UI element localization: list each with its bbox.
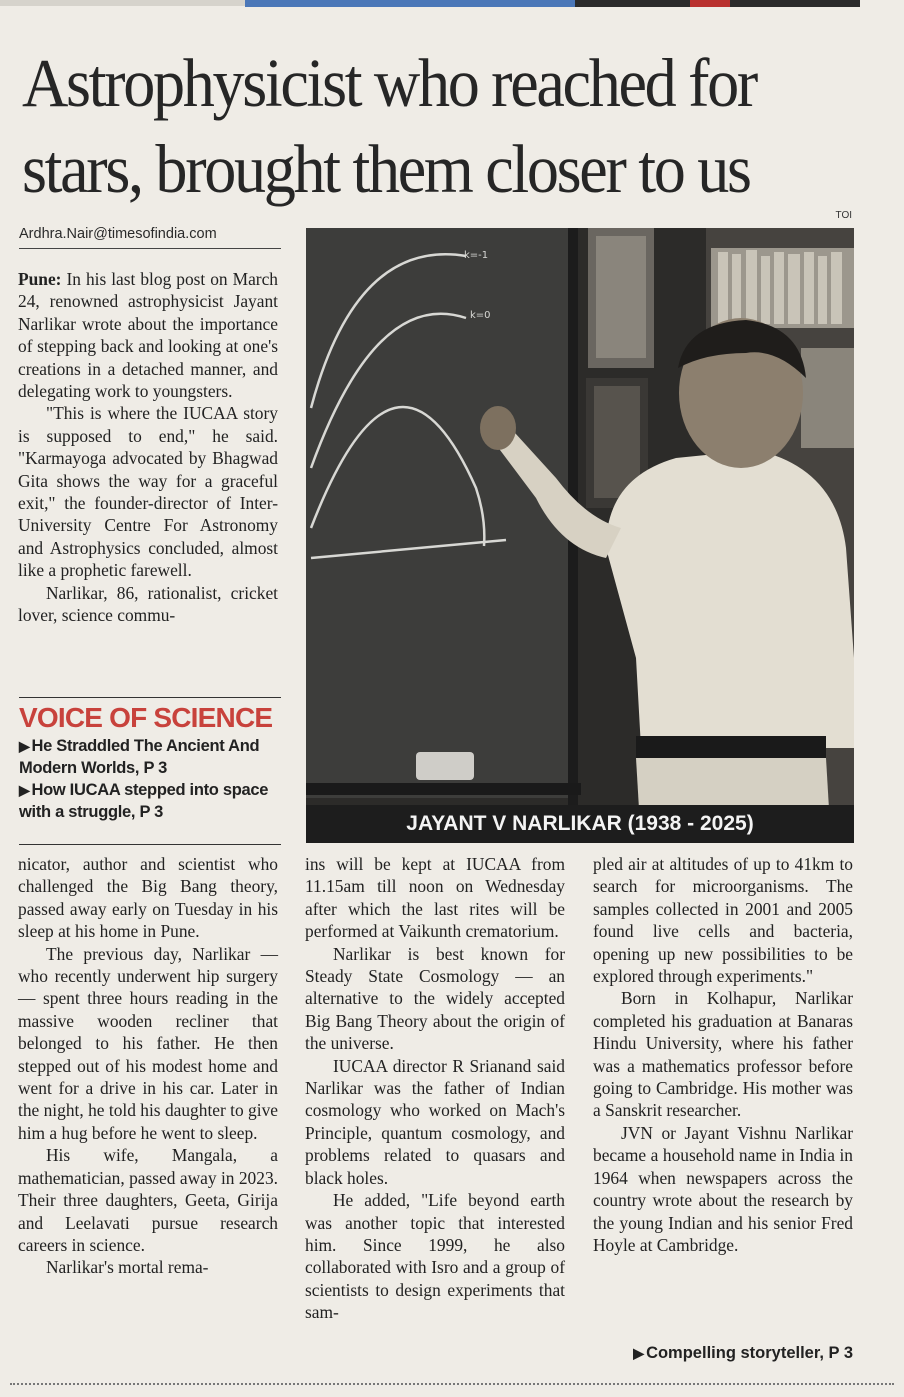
paragraph: Narlikar is best known for Steady State Cosmology — an alternative to the widely accepted Big Bang Theory about the origin of the universe. xyxy=(305,943,565,1054)
paragraph: Pune: In his last blog post on March 24, renowned astrophysicist Jayant Narlikar wrote about the importance of stepping back and looking at one's creations in a detached manner, and delegating work to youngsters. xyxy=(18,269,278,402)
article-column-3 xyxy=(593,853,853,1256)
triangle-right-icon: ▶ xyxy=(19,782,30,798)
paragraph: His wife, Mangala, a mathematician, passed away in 2023. Their three daughters, Geeta, Girija and Leelavati pursue research careers in science. xyxy=(18,1145,278,1255)
voice-of-science-box xyxy=(19,701,281,823)
narlikar-photo xyxy=(306,228,854,843)
continuation-link[interactable]: ▶ Compelling storyteller, P 3 xyxy=(633,1344,853,1362)
photo-illustration xyxy=(306,228,854,843)
paragraph: Born in Kolhapur, Narlikar completed his graduation at Banaras Hindu University, where his father was a mathematics professor before going to Cambridge. His mother was a Sanskrit researcher. xyxy=(593,988,853,1121)
duster xyxy=(416,752,474,780)
paragraph: pled air at altitudes of up to 41km to search for microorganisms. The samples collected in 2001 and 2005 found live cells and bacteria, opening up new possibilities to be explored through experiments." xyxy=(593,854,853,987)
dateline: Pune: xyxy=(18,269,62,289)
paragraph: ins will be kept at IUCAA from 11.15am till noon on Wednesday after which the last rites will be performed at Vaikunth crematorium. xyxy=(305,854,565,942)
byline-email[interactable]: Ardhra.Nair@timesofindia.com xyxy=(19,226,281,249)
triangle-right-icon: ▶ xyxy=(633,1345,645,1361)
paragraph: nicator, author and scientist who challenged the Big Bang theory, passed away early on Tuesday in his sleep at his home in Pune. xyxy=(18,854,278,942)
article-column-2 xyxy=(305,853,565,1324)
photo-credit: TOI xyxy=(835,210,852,221)
article-column-1-continued xyxy=(18,853,278,1279)
headline-line-2: stars, brought them closer to us xyxy=(22,131,750,207)
paragraph: The previous day, Narlikar —who recently underwent hip surgery — spent three hours reading in the massive wooden recliner that belonged to his father. He then stepped out of his modest home and went for a drive in his car. Later in the night, he told his daughter to give him a hug before he went to sleep. xyxy=(18,943,278,1143)
headline-line-1: Astrophysicist who reached for xyxy=(22,45,756,121)
paragraph: Narlikar's mortal rema- xyxy=(46,1257,209,1278)
related-link-straddled[interactable]: ▶ He Straddled The Ancient And Modern Worlds, P 3 xyxy=(19,737,260,777)
voice-of-science-title: VOICE OF SCIENCE xyxy=(19,702,273,733)
board-label: k=-1 xyxy=(464,250,489,261)
paragraph: "This is where the IUCAA story is supposed to end," he said. "Karmayoga advocated by Bhagwad Gita shows the way for a graceful exit," the founder-director of Inter-University Centre For Astronomy and Astrophysics concluded, almost like a prophetic farewell. xyxy=(18,403,278,581)
paragraph: He added, "Life beyond earth was another topic that interested him. Since 1999, he also collaborated with Isro and a group of scientists to design experiments that sam- xyxy=(305,1190,565,1323)
paragraph: Narlikar, 86, rationalist, cricket lover, science commu- xyxy=(18,582,278,626)
headline xyxy=(22,40,803,212)
triangle-right-icon: ▶ xyxy=(19,738,30,754)
divider xyxy=(19,844,281,845)
divider xyxy=(19,697,281,698)
board-label: k=0 xyxy=(470,310,491,321)
article-column-1 xyxy=(18,268,278,627)
page-divider xyxy=(10,1383,894,1385)
related-link-iucaa[interactable]: ▶ How IUCAA stepped into space with a struggle, P 3 xyxy=(19,781,269,821)
paragraph: IUCAA director R Srianand said Narlikar was the father of Indian cosmology who worked on Mach's Principle, quantum cosmology, and problems related to quasars and black holes. xyxy=(305,1055,565,1188)
masthead-strip xyxy=(0,0,904,8)
paragraph: JVN or Jayant Vishnu Narlikar became a household name in India in 1964 when newspapers across the country wrote about the research by the young Indian and his senior Fred Hoyle at Cambridge. xyxy=(593,1122,853,1255)
photo-caption: JAYANT V NARLIKAR (1938 - 2025) xyxy=(306,805,854,843)
